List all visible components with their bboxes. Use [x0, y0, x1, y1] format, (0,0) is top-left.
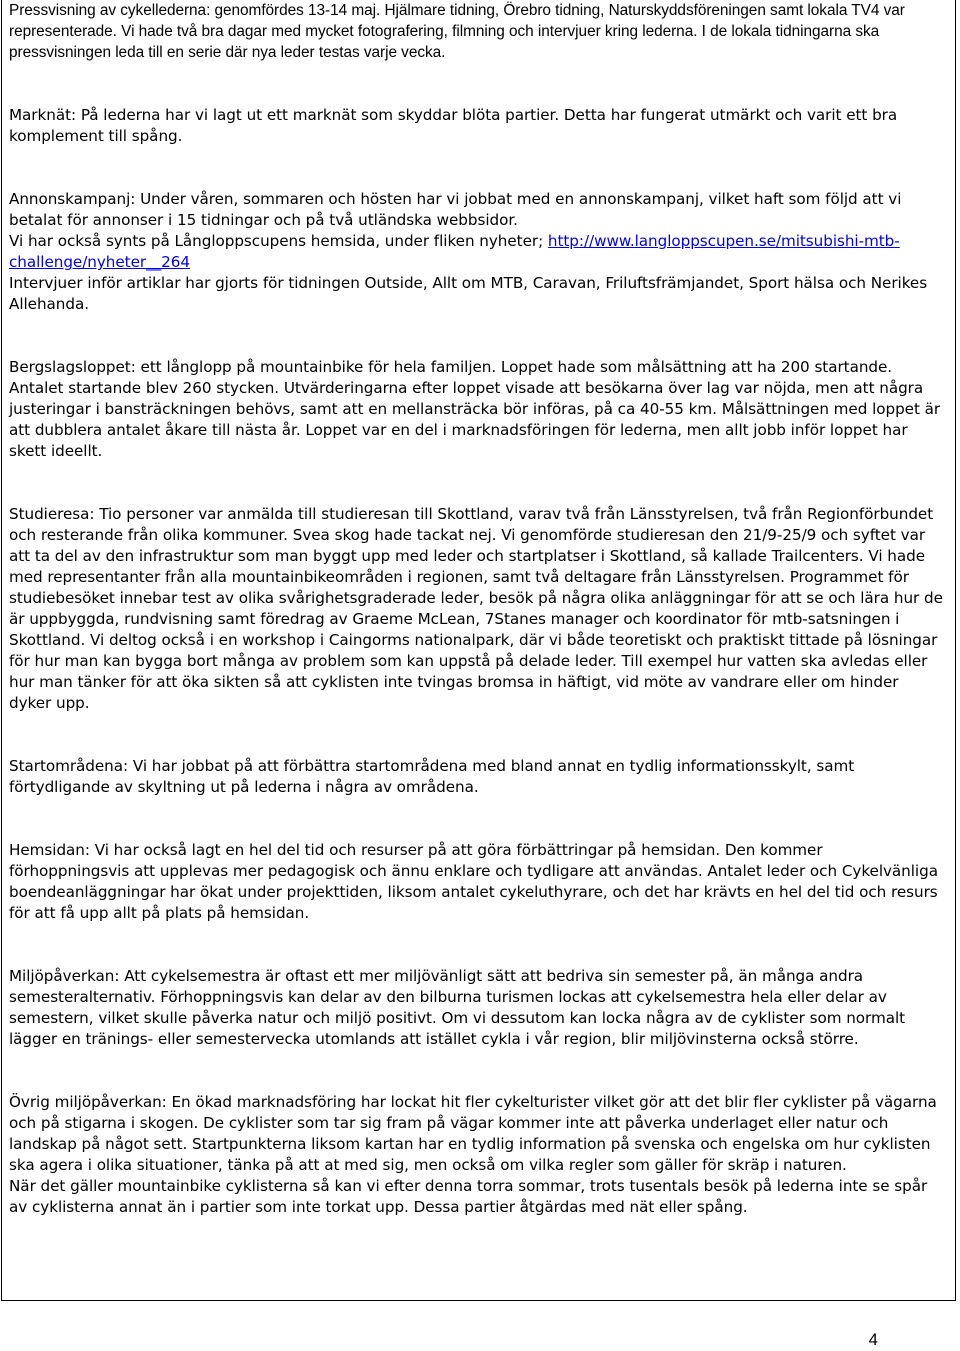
paragraph-marknat: Marknät: På lederna har vi lagt ut ett marknät som skyddar blöta partier. Detta har fungerat utmärkt och varit ett bra komplement till spång.: [9, 106, 898, 145]
document-body: [9, 0, 945, 1218]
paragraph-studieresa: Studieresa: Tio personer var anmälda till studieresan till Skottland, varav två från Länsstyrelsen, två från Regionförbundet och resterande från olika kommuner. Svea skog hade tackat nej. Vi genomförde studieresan den 21/9-25/9 och syftet var att ta del av den infrastruktur som man byggt upp med leder och startplatser i Skottland, så kallade Trailcenters. Vi hade med representanter från alla mountainbikeområden i regionen, samt två deltagare från Länsstyrelsen. Programmet för studiebesöket innebar test av olika svårighetsgraderade leder, besök på några olika anläggningar för att se och lära hur de är uppbyggda, rundvisning samt föredrag av Graeme McLean, 7Stanes manager och koordinator för mtb-satsningen i Skottland. Vi deltog också i en workshop i Caingorms nationalpark, där vi både teoretiskt och praktiskt tittade på lösningar för hur man kan bygga bort många av problem som kan uppstå på delade leder. Till exempel hur vatten ska avledas eller hur man tänker för att öka sikten så att cyklisten inte tvingas bromsa in häftigt, vid möte av vandrare eller om hinder dyker upp.: [9, 505, 943, 712]
paragraph-intervjuer: Intervjuer inför artiklar har gjorts för tidningen Outside, Allt om MTB, Caravan, Friluftsfrämjandet, Sport hälsa och Nerikes Allehanda.: [9, 274, 928, 313]
paragraph-annonskampanj: Annonskampanj: Under våren, sommaren och hösten har vi jobbat med en annonskampanj, vilket haft som följd att vi betalat för annonser i 15 tidningar och på två utländska webbsidor.: [9, 190, 902, 229]
paragraph-pressvisning: Pressvisning av cykellederna: genomfördes 13-14 maj. Hjälmare tidning, Örebro tidning, Naturskyddsföreningen samt lokala TV4 var representerade. Vi hade två bra dagar med mycket fotografering, filmning och intervjuer kring lederna. I de lokala tidningarna ska pressvisningen leda till en serie där nya leder testas varje vecka.: [9, 2, 905, 61]
paragraph-miljopaverkan: Miljöpåverkan: Att cykelsemestra är oftast ett mer miljövänligt sätt att bedriva sin semester på, än många andra semesteralternativ. Förhoppningsvis kan delar av den bilburna turismen lockas att cykelsemestra hela eller delar av semestern, vilket skulle påverka natur och miljö positivt. Om vi dessutom kan locka några av de cyklister som normalt lägger en tränings- eller semestervecka utomlands att istället cykla i vår region, blir miljövinsterna också större.: [9, 967, 906, 1048]
page-number: 4: [868, 1330, 878, 1349]
paragraph-bergslagsloppet: Bergslagsloppet: ett långlopp på mountainbike för hela familjen. Loppet hade som målsättning att ha 200 startande. Antalet startande blev 260 stycken. Utvärderingarna efter loppet visade att besökarna över lag var nöjda, men att några justeringar i bansträckningen behövs, samt att en mellansträcka bör införas, på ca 40-55 km. Målsättningen med loppet är att dubblera antalet åkare till nästa år. Loppet var en del i marknadsföringen för lederna, men allt jobb inför loppet har skett ideellt.: [9, 358, 941, 460]
langloppscupen-link[interactable]: http://www.langloppscupen.se/mitsubishi-mtb-challenge/nyheter__264: [9, 232, 900, 271]
paragraph-ovrig-miljopaverkan: Övrig miljöpåverkan: En ökad marknadsföring har lockat hit fler cykelturister vilket gör att det blir fler cyklister på vägarna och på stigarna i skogen. De cyklister som tar sig fram på vägar kommer inte att påverka underlaget eller natur och landskap på något sett. Startpunkterna liksom kartan har en tydlig information på svenska och engelska om hur cyklisten ska agera i olika situationer, tänka på att at med sig, men också om vilka regler som gäller för skräp i naturen.: [9, 1093, 937, 1174]
langloppscupen-text: Vi har också synts på Långloppscupens hemsida, under fliken nyheter;: [9, 232, 548, 250]
paragraph-mountainbike-cyklister: När det gäller mountainbike cyklisterna så kan vi efter denna torra sommar, trots tusentals besök på lederna inte se spår av cyklisterna annat än i partier som inte torkat upp. Dessa partier åtgärdas med nät eller spång.: [9, 1177, 928, 1216]
paragraph-startomradena: Startområdena: Vi har jobbat på att förbättra startområdena med bland annat en tydlig informationsskylt, samt förtydligande av skyltning ut på lederna i några av områdena.: [9, 757, 855, 796]
paragraph-langloppscupen: [9, 231, 945, 273]
paragraph-hemsidan: Hemsidan: Vi har också lagt en hel del tid och resurser på att göra förbättringar på hemsidan. Den kommer förhoppningsvis att upplevas mer pedagogisk och ännu enklare och tydligare att användas. Antalet leder och Cykelvänliga boendeanläggningar har ökat under projekttiden, liksom antalet cykeluthyrare, och det har krävts en hel del tid och resurs för att få upp allt på plats på hemsidan.: [9, 841, 938, 922]
